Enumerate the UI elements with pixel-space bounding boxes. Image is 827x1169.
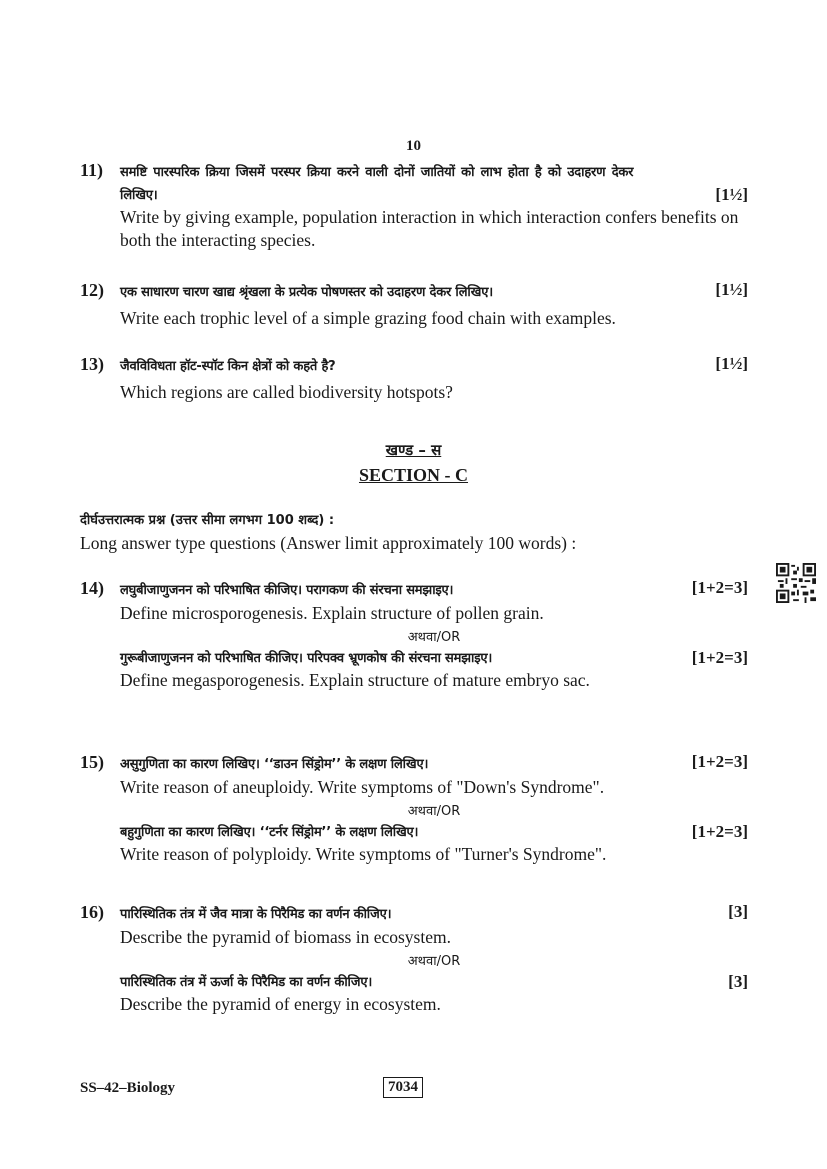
question-marks: [3] (728, 902, 748, 921)
alternate-question-english: Write reason of polyploidy. Write symptoms of "Turner's Syndrome". (120, 844, 607, 864)
alternate-question-hindi: गुरूबीजाणुजनन को परिभाषित कीजिए। परिपक्व भ्रूणकोष की संरचना समझाइए। (120, 651, 493, 666)
question-number: 13) (80, 354, 104, 374)
question-marks: [1½] (715, 185, 748, 204)
alternate-question-english: Define megasporogenesis. Explain structure of mature embryo sac. (120, 670, 590, 690)
question-16 (80, 902, 748, 1016)
question-english: Describe the pyramid of biomass in ecosystem. (120, 927, 451, 947)
question-hindi: एक साधारण चारण खाद्य श्रृंखला के प्रत्येक पोषणस्तर को उदाहरण देकर लिखिए। (120, 285, 493, 300)
section-title-english: SECTION - C (358, 465, 469, 485)
question-english: Write each trophic level of a simple grazing food chain with examples. (120, 308, 616, 328)
question-hindi: असुगुणिता का कारण लिखिए। ‘‘डाउन सिंड्रोम’’ के लक्षण लिखिए। (120, 757, 429, 772)
or-divider: अथवा/OR (407, 630, 461, 645)
page-number: 10 (406, 138, 421, 154)
question-15 (80, 752, 748, 866)
question-12 (80, 280, 748, 330)
question-english: Write by giving example, population interaction in which interaction confers benefits on both the interacting species. (120, 207, 739, 250)
alternate-question-hindi: पारिस्थितिक तंत्र में ऊर्जा के पिरैमिड का वर्णन कीजिए। (120, 975, 373, 990)
question-number: 16) (80, 902, 104, 922)
or-divider: अथवा/OR (407, 804, 461, 819)
question-number: 15) (80, 752, 104, 772)
question-13 (80, 354, 748, 404)
question-english: Define microsporogenesis. Explain structure of pollen grain. (120, 603, 544, 623)
alternate-question-hindi: बहुगुणिता का कारण लिखिए। ‘‘टर्नर सिंड्रोम’’ के लक्षण लिखिए। (120, 825, 419, 840)
alternate-question-marks: [1+2=3] (691, 822, 748, 841)
alternate-question-english: Describe the pyramid of energy in ecosystem. (120, 994, 441, 1014)
or-divider: अथवा/OR (407, 954, 461, 969)
question-marks: [1½] (715, 280, 748, 299)
qr-code-icon (776, 563, 816, 603)
question-14 (80, 578, 748, 692)
section-title-hindi: खण्ड – स (385, 441, 442, 459)
section-instruction-english: Long answer type questions (Answer limit approximately 100 words) : (80, 533, 577, 553)
question-number: 14) (80, 578, 104, 598)
question-hindi: लघुबीजाणुजनन को परिभाषित कीजिए। परागकण की संरचना समझाइए। (120, 583, 454, 598)
question-11 (80, 160, 748, 252)
question-number: 11) (80, 160, 104, 180)
question-hindi-cont: लिखिए। (120, 188, 158, 203)
question-number: 12) (80, 280, 104, 300)
question-hindi: जैवविविधता हॉट-स्पॉट किन क्षेत्रों को कहते है? (120, 359, 336, 374)
question-hindi: पारिस्थितिक तंत्र में जैव मात्रा के पिरैमिड का वर्णन कीजिए। (120, 907, 392, 922)
question-marks: [1½] (715, 354, 748, 373)
footer-paper-code: 7034 (383, 1077, 423, 1098)
section-instruction-hindi: दीर्घउत्तरात्मक प्रश्न (उत्तर सीमा लगभग 100 शब्द) : (80, 513, 335, 528)
alternate-question-marks: [3] (728, 972, 748, 991)
question-hindi: समष्टि पारस्परिक क्रिया जिसमें परस्पर क्रिया करने वाली दोनों जातियों को लाभ होता है को उदाहरण देकर (120, 165, 634, 180)
footer-subject-code: SS–42–Biology (80, 1080, 176, 1096)
question-marks: [1+2=3] (691, 752, 748, 771)
question-english: Write reason of aneuploidy. Write symptoms of "Down's Syndrome". (120, 777, 605, 797)
alternate-question-marks: [1+2=3] (691, 648, 748, 667)
question-marks: [1+2=3] (691, 578, 748, 597)
question-english: Which regions are called biodiversity hotspots? (120, 382, 453, 402)
